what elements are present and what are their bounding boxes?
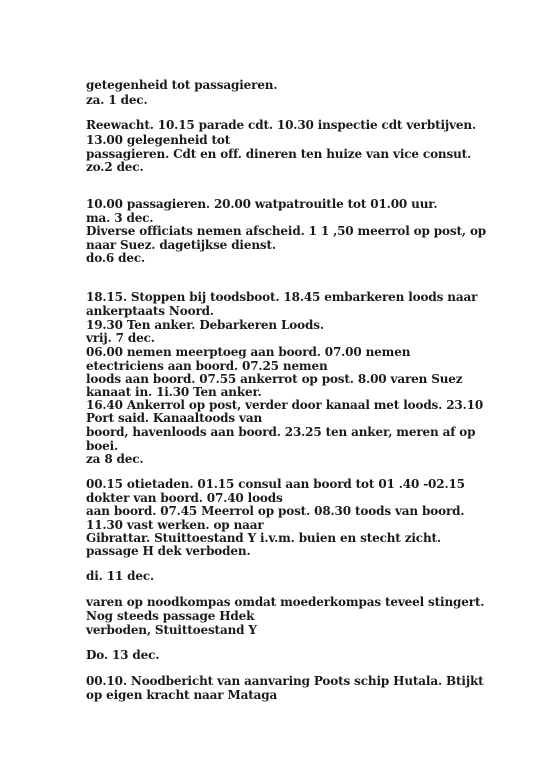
text-line: 10.00 passagieren. 20.00 watpatrouitle tot 01.00 uur. (86, 197, 438, 211)
text-line: 06.00 nemen meerptoeg aan boord. 07.00 nemen (86, 345, 411, 359)
date-heading: Do. 13 dec. (86, 648, 160, 662)
text-line: 19.30 Ten anker. Debarkeren Loods. (86, 318, 324, 332)
text-line: varen op noodkompas omdat moederkompas teveel stingert. (86, 595, 485, 609)
date-heading: vrij. 7 dec. (86, 331, 155, 345)
text-line: 18.15. Stoppen bij toodsboot. 18.45 embarkeren loods naar (86, 290, 478, 304)
text-line: passagieren. Cdt en off. dineren ten huize van vice consut. (86, 147, 472, 161)
date-heading: di. 11 dec. (86, 569, 155, 583)
text-line: dokter van boord. 07.40 loods (86, 491, 283, 505)
text-line: naar Suez. dagetijkse dienst. (86, 238, 276, 252)
date-heading: za. 1 dec. (86, 93, 148, 107)
date-heading: do.6 dec. (86, 251, 146, 265)
text-line: ankerptaats Noord. (86, 304, 214, 318)
date-heading: za 8 dec. (86, 452, 144, 466)
text-line: Diverse officiats nemen afscheid. 1 1 ,50 meerrol op post, op (86, 224, 487, 238)
text-line: verboden, Stuittoestand Y (86, 623, 257, 637)
text-line: Port said. Kanaaltoods van (86, 411, 263, 425)
text-line: 13.00 gelegenheid tot (86, 133, 231, 147)
text-line: passage H dek verboden. (86, 544, 251, 558)
text-line: aan boord. 07.45 Meerrol op post. 08.30 toods van boord. (86, 504, 465, 518)
text-line: 00.10. Noodbericht van aanvaring Poots schip Hutala. Btijkt (86, 674, 484, 688)
text-line: 16.40 Ankerrol op post, verder door kanaal met loods. 23.10 (86, 398, 484, 412)
text-line: etectriciens aan boord. 07.25 nemen (86, 359, 328, 373)
text-line: getegenheid tot passagieren. (86, 78, 278, 92)
text-line: op eigen kracht naar Mataga (86, 688, 278, 702)
text-line: loods aan boord. 07.55 ankerrot op post. 8.00 varen Suez (86, 372, 463, 386)
date-heading: ma. 3 dec. (86, 211, 154, 225)
text-line: Nog steeds passage Hdek (86, 609, 255, 623)
text-line: Reewacht. 10.15 parade cdt. 10.30 inspectie cdt verbtijven. (86, 118, 476, 132)
text-line: boord, havenloods aan boord. 23.25 ten anker, meren af op (86, 425, 476, 439)
text-line: Gibrattar. Stuittoestand Y i.v.m. buien en stecht zicht. (86, 531, 441, 545)
text-line: boei. (86, 439, 119, 453)
text-line: kanaat in. 1i.30 Ten anker. (86, 385, 262, 399)
text-line: 00.15 otietaden. 01.15 consul aan boord tot 01 .40 -02.15 (86, 477, 465, 491)
text-line: 11.30 vast werken. op naar (86, 518, 264, 532)
date-heading: zo.2 dec. (86, 160, 144, 174)
